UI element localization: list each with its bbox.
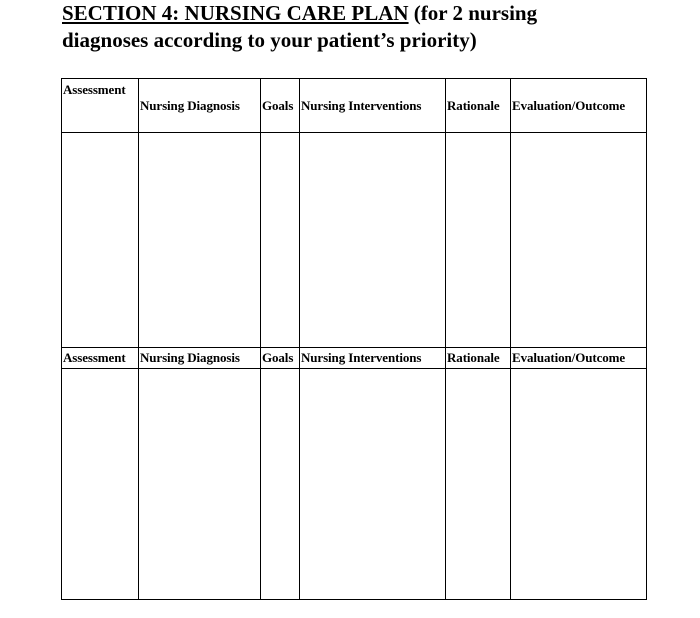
header-cell-goals: Goals bbox=[261, 79, 300, 133]
table-header-row-2 bbox=[62, 348, 647, 369]
header-cell-nursing-interventions: Nursing Interventions bbox=[300, 79, 446, 133]
table-row bbox=[62, 369, 647, 600]
section-heading-note: (for 2 nursing bbox=[408, 1, 538, 25]
header-cell-nursing-diagnosis: Nursing Diagnosis bbox=[139, 348, 261, 369]
header-cell-evaluation-outcome: Evaluation/Outcome bbox=[511, 79, 647, 133]
entry-cell-nursing-interventions[interactable] bbox=[300, 133, 446, 348]
entry-cell-assessment[interactable] bbox=[62, 369, 139, 600]
entry-cell-assessment[interactable] bbox=[62, 133, 139, 348]
entry-cell-nursing-interventions[interactable] bbox=[300, 369, 446, 600]
entry-cell-evaluation-outcome[interactable] bbox=[511, 369, 647, 600]
header-cell-assessment: Assessment bbox=[62, 348, 139, 369]
section-heading-note-line2: diagnoses according to your patient’s priority) bbox=[62, 28, 477, 52]
nursing-care-plan-table bbox=[61, 78, 647, 600]
entry-cell-evaluation-outcome[interactable] bbox=[511, 133, 647, 348]
section-heading: SECTION 4: NURSING CARE PLAN bbox=[62, 1, 409, 25]
entry-cell-nursing-diagnosis[interactable] bbox=[139, 133, 261, 348]
entry-cell-goals[interactable] bbox=[261, 369, 300, 600]
table-header-row-1 bbox=[62, 79, 647, 133]
table-row bbox=[62, 133, 647, 348]
entry-cell-goals[interactable] bbox=[261, 133, 300, 348]
header-cell-rationale: Rationale bbox=[446, 348, 511, 369]
header-cell-rationale: Rationale bbox=[446, 79, 511, 133]
entry-cell-rationale[interactable] bbox=[446, 369, 511, 600]
header-cell-nursing-diagnosis: Nursing Diagnosis bbox=[139, 79, 261, 133]
entry-cell-rationale[interactable] bbox=[446, 133, 511, 348]
page-title bbox=[62, 0, 662, 54]
header-cell-goals: Goals bbox=[261, 348, 300, 369]
header-cell-nursing-interventions: Nursing Interventions bbox=[300, 348, 446, 369]
entry-cell-nursing-diagnosis[interactable] bbox=[139, 369, 261, 600]
header-cell-assessment: Assessment bbox=[62, 79, 139, 133]
header-cell-evaluation-outcome: Evaluation/Outcome bbox=[511, 348, 647, 369]
